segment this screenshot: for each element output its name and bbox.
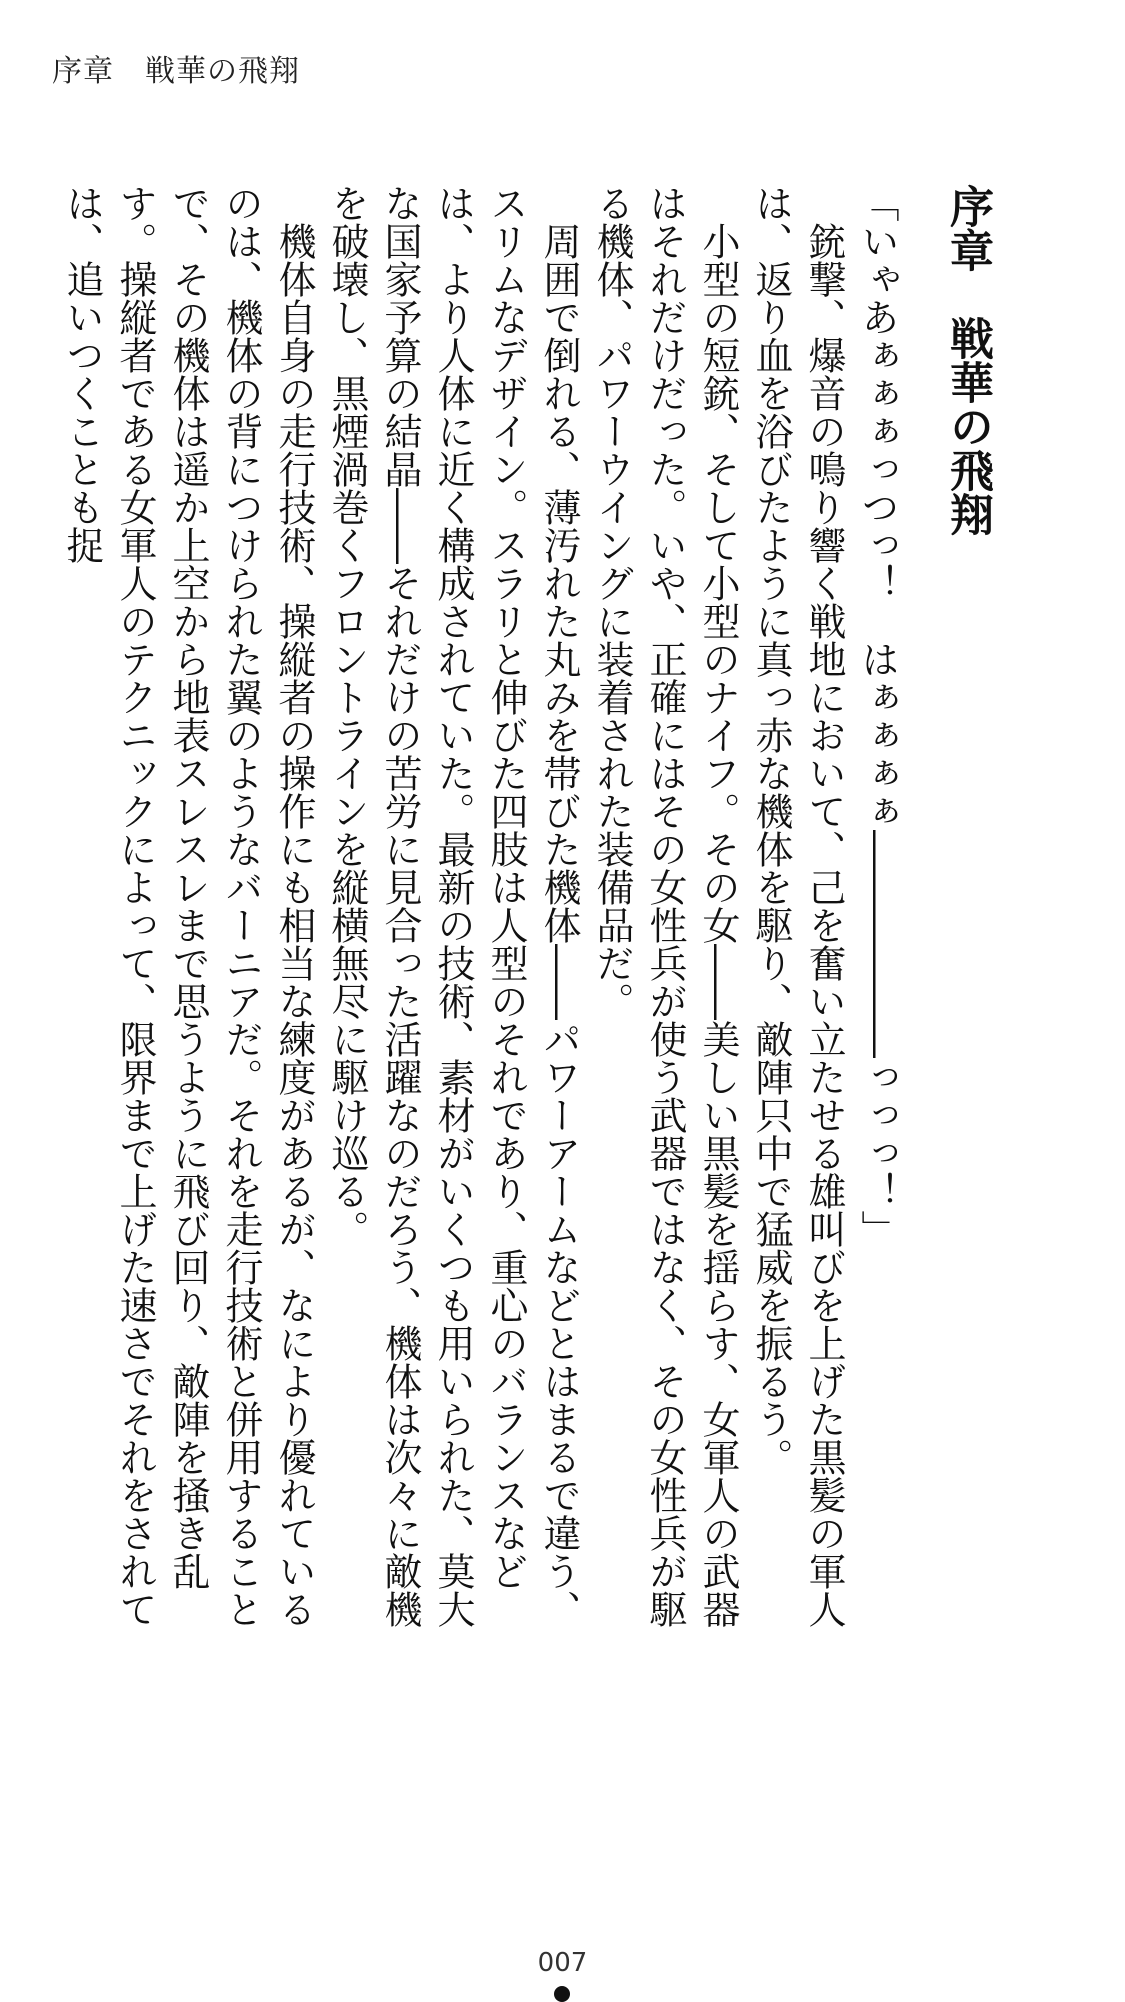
paragraph: 小型の短銃、そして小型のナイフ。その女――美しい黒髪を揺らす、女軍人の武器はそれだけだった。いや、正確にはその女性兵が使う武器ではなく、その女性兵が駆る機体、パワーウイングに装着された装備品だ。 [590,184,740,1628]
paragraph: 銃撃、爆音の鳴り響く戦地において、己を奮い立たせる雄叫びを上げた黒髪の軍人は、返り血を浴びたように真っ赤な機体を駆り、敵陣只中で猛威を振るう。 [749,184,846,1628]
page-number: 007 [537,1948,588,1978]
paragraph: 周囲で倒れる、薄汚れた丸みを帯びた機体――パワーアームなどとはまるで違う、スリムなデザイン。スラリと伸びた四肢は人型のそれであり、重心のバランスなどは、より人体に近く構成されていた。最新の技術、素材がいくつも用いられた、莫大な国家予算の結晶――それだけの苦労に見合った活躍なのだろう、機体は次々に敵機を破壊し、黒煙渦巻くフロントラインを縦横無尽に駆け巡る。 [325,184,581,1628]
paragraph: 「いゃあぁぁぁっつっ！ はぁぁぁぁ――――――っっっ！」 [855,184,899,1248]
running-head: 序章 戦華の飛翔 [52,54,300,89]
chapter-title: 序章 戦華の飛翔 [942,184,993,536]
paragraph: 機体自身の走行技術、操縦者の操作にも相当な練度があるが、なにより優れているのは、機体の背につけられた翼のようなバーニアだ。それを走行技術と併用することで、その機体は遥か上空から地表スレスレまで思うように飛び回り、敵陣を掻き乱す。操縦者である女軍人のテクニックによって、限界まで上げた速さでそれをされては、追いつくことも捉 [60,184,316,1628]
body-text [55,184,1025,1654]
